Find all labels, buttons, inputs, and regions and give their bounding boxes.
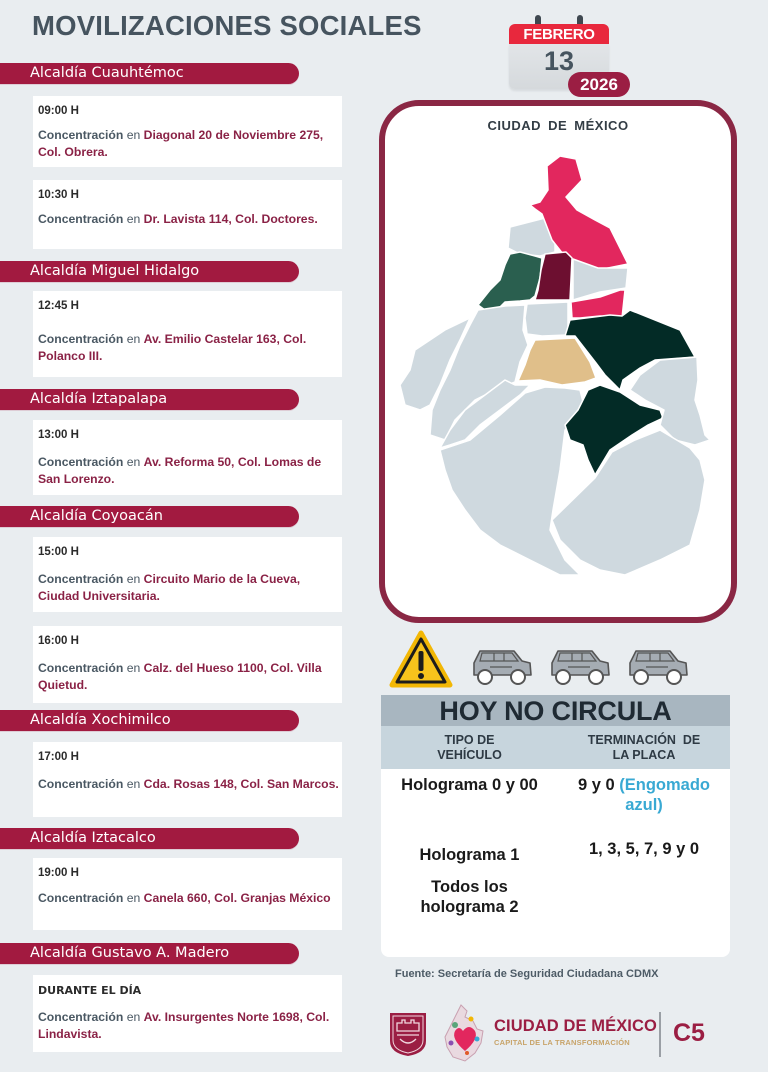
cell-tipo: Holograma 1: [419, 846, 520, 864]
car-icon: [548, 645, 612, 687]
map-title: CIUDAD DE MÉXICO: [487, 118, 629, 133]
event-description: [38, 1009, 342, 1042]
column-header-tipo: [381, 726, 558, 769]
event-card: [33, 975, 342, 1052]
logo-divider: [659, 1012, 661, 1057]
source-note: Fuente: Secretaría de Seguridad Ciudadana CDMX: [395, 968, 659, 980]
calendar-day: 13: [509, 44, 609, 89]
section-header-miguel-hidalgo: Alcaldía Miguel Hidalgo: [0, 261, 299, 282]
event-card: [33, 291, 342, 377]
cdmx-heart-logo-icon: [441, 1003, 487, 1063]
hoy-no-circula-title: HOY NO CIRCULA: [381, 695, 730, 726]
page-title: MOVILIZACIONES SOCIALES: [32, 10, 422, 41]
event-description: [38, 776, 342, 793]
header-line: TIPO DE: [444, 733, 495, 747]
section-header-iztacalco: Alcaldía Iztacalco: [0, 828, 299, 849]
event-type: Concentración: [38, 128, 124, 142]
calendar-month: FEBRERO: [509, 24, 609, 44]
warning-icon: [388, 629, 454, 691]
event-description: [38, 331, 342, 364]
event-type: Concentración: [38, 1010, 124, 1024]
event-connector: en: [126, 777, 141, 791]
table-header: [381, 726, 730, 769]
event-place: Dr. Lavista 114, Col. Doctores.: [143, 212, 318, 226]
event-place: Diagonal 20 de Noviembre 275, Col. Obrera.: [38, 128, 324, 159]
event-card: [33, 96, 342, 167]
event-time: 15:00 H: [38, 546, 79, 558]
cell-terminacion: [558, 877, 730, 917]
event-description: [38, 571, 342, 604]
map-region-tlahuac: [630, 357, 710, 445]
event-type: Concentración: [38, 332, 124, 346]
map-panel: [379, 100, 737, 623]
event-description: [38, 660, 342, 693]
event-type: Concentración: [38, 572, 124, 586]
event-time: 13:00 H: [38, 429, 79, 441]
event-connector: en: [126, 891, 141, 905]
event-place: Canela 660, Col. Granjas México: [143, 891, 331, 905]
event-connector: en: [126, 128, 141, 142]
event-connector: en: [126, 572, 141, 586]
calendar-year: 2026: [568, 72, 630, 97]
cell-terminacion: [558, 775, 730, 815]
cdmx-map: [385, 106, 731, 617]
section-header-cuauhtemoc: Alcaldía Cuauhtémoc: [0, 63, 299, 84]
event-connector: en: [126, 455, 141, 469]
event-place: Cda. Rosas 148, Col. San Marcos.: [143, 777, 339, 791]
event-place: Av. Reforma 50, Col. Lomas de San Lorenzo.: [38, 455, 322, 486]
c5-logo: C5: [673, 1019, 705, 1047]
car-icon: [470, 645, 534, 687]
table-row: [381, 775, 730, 815]
terminacion-value: 9 y 0: [577, 776, 615, 794]
map-region-milpa-alta: [552, 430, 705, 575]
section-header-coyoacan: Alcaldía Coyoacán: [0, 506, 299, 527]
event-connector: en: [126, 332, 141, 346]
event-connector: en: [126, 1010, 141, 1024]
event-card: [33, 742, 342, 817]
event-time: 10:30 H: [38, 189, 79, 201]
tipo-line: Todos los: [431, 878, 508, 896]
section-header-iztapalapa: Alcaldía Iztapalapa: [0, 389, 299, 410]
header-line: VEHÍCULO: [437, 748, 502, 762]
event-place: Circuito Mario de la Cueva, Ciudad Universitaria.: [38, 572, 301, 603]
event-description: [38, 211, 342, 228]
event-type: Concentración: [38, 891, 124, 905]
event-card: [33, 420, 342, 495]
event-connector: en: [126, 212, 141, 226]
header-line: LA PLACA: [612, 748, 676, 762]
car-icon: [626, 645, 690, 687]
event-time: 09:00 H: [38, 105, 79, 117]
cell-tipo: Holograma 0 y 00: [401, 776, 538, 794]
event-type: Concentración: [38, 455, 124, 469]
cell-terminacion: 1, 3, 5, 7, 9 y 0: [588, 840, 700, 858]
event-time: 12:45 H: [38, 300, 79, 312]
event-type: Concentración: [38, 212, 124, 226]
table-row: [381, 877, 730, 917]
event-card: [33, 626, 342, 703]
hoy-no-circula-table: [381, 695, 730, 957]
event-time: 19:00 H: [38, 867, 79, 879]
event-place: Calz. del Hueso 1100, Col. Villa Quietud.: [38, 661, 322, 692]
event-type: Concentración: [38, 661, 124, 675]
event-connector: en: [126, 661, 141, 675]
engomado-note: (Engomado azul): [619, 776, 711, 814]
event-card: [33, 180, 342, 249]
cdmx-coat-of-arms-icon: [388, 1011, 428, 1057]
header-line: TERMINACIÓN DE: [587, 733, 701, 747]
brand-title: CIUDAD DE MÉXICO: [494, 1017, 657, 1035]
event-place: Av. Emilio Castelar 163, Col. Polanco III.: [38, 332, 307, 363]
brand-subtitle: CAPITAL DE LA TRANSFORMACIÓN: [494, 1038, 630, 1047]
event-time: 17:00 H: [38, 751, 79, 763]
event-time: DURANTE EL DÍA: [38, 984, 142, 997]
event-description: [38, 454, 342, 487]
column-header-terminacion: [558, 726, 730, 769]
section-header-gustavo-a-madero: Alcaldía Gustavo A. Madero: [0, 943, 299, 964]
event-card: [33, 537, 342, 612]
event-description: [38, 127, 342, 160]
section-header-xochimilco: Alcaldía Xochimilco: [0, 710, 299, 731]
event-time: 16:00 H: [38, 635, 79, 647]
event-place: Av. Insurgentes Norte 1698, Col. Lindavista.: [38, 1010, 330, 1041]
tipo-line: holograma 2: [420, 898, 519, 916]
table-row: [381, 839, 730, 865]
calendar-icon: [507, 15, 618, 97]
map-region-benito-juarez: [525, 302, 568, 336]
event-card: [33, 858, 342, 930]
event-type: Concentración: [38, 777, 124, 791]
event-description: [38, 890, 342, 907]
cell-tipo: [381, 877, 558, 917]
